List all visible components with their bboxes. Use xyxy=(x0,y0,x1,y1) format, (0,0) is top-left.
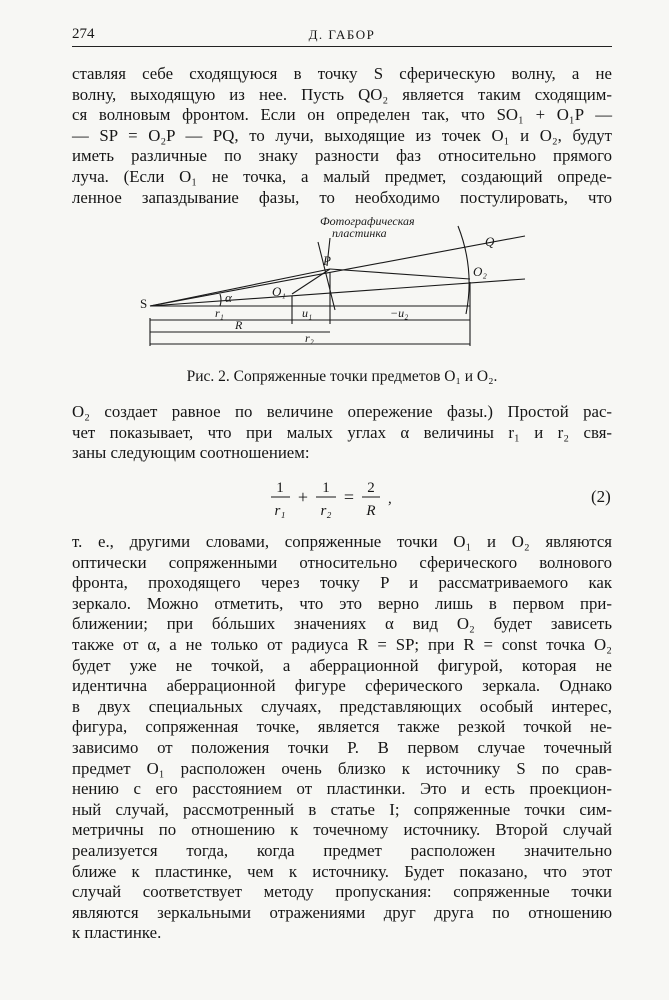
svg-text:2: 2 xyxy=(367,480,375,496)
page-number: 274 xyxy=(72,26,95,42)
ray-to-p xyxy=(150,269,330,306)
header-rule xyxy=(72,46,612,47)
text-line: нению с его расстоянием от пластинки. Это и есть проекцион- xyxy=(72,779,612,799)
text-line: зеркало. Можно отметить, что это верно лишь в первом при- xyxy=(72,593,612,613)
text-line: O₂ создает равное по величине опережение фазы.) Простой рас- xyxy=(72,402,612,421)
text-line: являются зеркальными отражениями друг друга по отношению xyxy=(72,902,612,922)
text-line: ближении; при бóльших значениях α вид O₂ будет зависеть xyxy=(72,614,612,634)
wavefront-arc xyxy=(458,226,469,314)
point-s: S xyxy=(140,296,148,311)
dim-r1: r₁ xyxy=(215,306,224,320)
text-line: ближе к пластинке, чем к источнику. Будет показано, что этот xyxy=(72,861,612,881)
text-line: оптически сопряженными относительно сферического волнового xyxy=(72,552,612,572)
running-title: Д. ГАБОР xyxy=(308,27,376,42)
text-line: будет уже не точкой, а аберрационной фигурой, которая не xyxy=(72,655,612,675)
text-line: реализуется тогда, когда предмет расположен значительно xyxy=(72,840,612,860)
text-line: случай соответствует методу пропускания: сопряженные точки xyxy=(72,882,612,902)
text-line: ный случай, рассмотренный в статье I; сопряженные точки сим- xyxy=(72,799,612,819)
text-line: фигура, сопряженная точке, является также резкой точкой не- xyxy=(72,717,612,737)
svg-text:1: 1 xyxy=(276,480,284,496)
paragraph-top xyxy=(72,64,612,208)
text-line: в двух специальных случаях, представляющих особый интерес, xyxy=(72,696,612,716)
dim-u2: −u₂ xyxy=(390,306,409,320)
svg-text:=: = xyxy=(343,487,355,507)
text-line: иметь различные по знаку разности фаз относительно прямого xyxy=(72,146,612,166)
text-line: заны следующим соотношением: xyxy=(72,443,310,463)
plate-label-2: пластинка xyxy=(332,226,387,240)
text-line: чет показывает, что при малых углах α величины r₁ и r₂ свя- xyxy=(72,422,612,442)
plate-label: Фотографическая xyxy=(320,214,415,228)
paragraph-mid xyxy=(72,402,612,464)
line-p-o2 xyxy=(330,269,470,279)
running-header xyxy=(72,26,612,46)
text-line: идентична аберрационной фигуре сферического зеркала. Однако xyxy=(72,676,612,696)
conjugate-points-diagram xyxy=(140,214,540,354)
text-line: предмет O₁ расположен очень близко к источнику S по срав- xyxy=(72,758,612,778)
text-line: — SP = O₂P — PQ, то лучи, выходящие из точек O₁ и O₂, будут xyxy=(72,125,612,145)
text-line: метричны по отношению к точечному источнику. Второй случай xyxy=(72,820,612,840)
dim-r2: r₂ xyxy=(305,331,314,345)
svg-text:+: + xyxy=(297,487,309,507)
svg-text:R: R xyxy=(366,503,376,519)
equation-2 xyxy=(270,476,420,526)
text-line: т. е., другими словами, сопряженные точки O₁ и O₂ являются xyxy=(72,532,612,551)
text-line: ся волновым фронтом. Если он определен так, что SO₁ + O₁P — xyxy=(72,105,612,125)
text-line: фронта, проходящего через точку P и рассматриваемого как xyxy=(72,573,612,593)
svg-text:r₂: r₂ xyxy=(320,503,332,519)
angle-alpha: α xyxy=(225,290,232,305)
text-line: волну, выходящую из нее. Пусть QO₂ является таким сходящим- xyxy=(72,84,612,104)
svg-text:1: 1 xyxy=(322,480,330,496)
text-line: к пластинке. xyxy=(72,923,162,943)
text-line: ленное запаздывание фазы, то необходимо постулировать, что xyxy=(72,187,612,207)
dim-r: R xyxy=(235,318,243,332)
equation-number: (2) xyxy=(591,487,611,506)
figure-caption: Рис. 2. Сопряженные точки предметов O₁ и O₂. xyxy=(186,368,498,385)
paragraph-bottom xyxy=(72,532,612,944)
point-p: P xyxy=(323,253,331,268)
dim-u1: u₁ xyxy=(302,306,313,320)
text-line: луча. (Если O₁ не точка, а малый предмет, создающий опреде- xyxy=(72,166,612,186)
point-o2: O₂ xyxy=(473,264,487,279)
point-q: Q xyxy=(485,234,495,249)
svg-text:r₁: r₁ xyxy=(274,503,286,519)
svg-text:,: , xyxy=(388,491,392,507)
text-line: ставляя себе сходящуюся в точку S сферическую волну, а не xyxy=(72,64,612,83)
point-o1: O₁ xyxy=(272,284,286,299)
text-line: зависимо от положения точки P. В первом случае точечный xyxy=(72,737,612,757)
text-line: также от α, а не только от радиуса R = SP; при R = const точка O₂ xyxy=(72,634,612,654)
